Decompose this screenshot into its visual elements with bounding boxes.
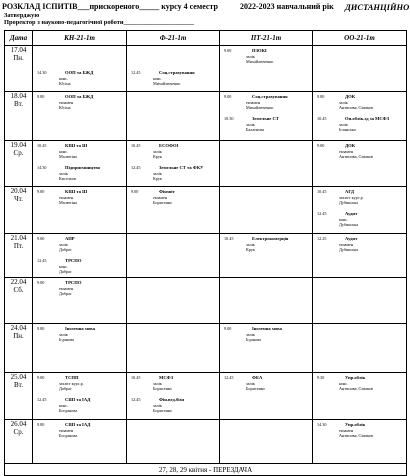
exam-type: конс. — [59, 402, 69, 408]
academic-year: 2022-2023 навчальний рік — [240, 2, 334, 11]
exam-time: 9.00 — [37, 280, 45, 285]
exam-teacher: Ігданова — [59, 337, 75, 343]
exam-time: 9.00 — [37, 326, 45, 331]
exam-entry — [317, 422, 373, 439]
exam-subject: КІШ та Ш — [65, 143, 88, 148]
exam-subject: ТРСПО — [65, 258, 82, 263]
group-cell-kn — [33, 373, 127, 420]
group-cell-pt — [220, 373, 313, 420]
exam-teacher: Борисенко — [153, 386, 172, 392]
exam-subject: ПЗОКІ — [252, 48, 267, 53]
exam-entry — [37, 422, 90, 439]
group-cell-oo — [313, 187, 407, 234]
exam-teacher: Балаєнова — [246, 127, 265, 133]
exam-type: конс. — [153, 75, 163, 81]
exam-time: 12.25 — [317, 236, 327, 241]
exam-subject: СШІ та ІАД — [65, 397, 91, 402]
exam-type: екзамен — [59, 427, 74, 433]
group-cell-f — [127, 92, 220, 141]
column-header-kn: КН-21-1т — [33, 31, 127, 46]
group-cell-kn — [33, 141, 127, 187]
exam-teacher: Малютіна — [59, 154, 77, 160]
exam-type: захист курс.р. — [59, 380, 84, 386]
retake-note: 27, 28, 29 квітня - ПЕРЕЗДАЧА — [5, 464, 407, 476]
exam-teacher: Антипова, Сімаков — [339, 433, 373, 439]
group-cell-pt — [220, 420, 313, 464]
exam-entry — [224, 48, 273, 65]
exam-entry — [317, 143, 373, 160]
exam-teacher: Дубинська — [339, 200, 359, 206]
exam-time: 9.00 — [224, 48, 232, 53]
exam-teacher: Крук — [246, 247, 255, 253]
exam-teacher: Дабрас — [59, 291, 72, 297]
group-cell-f — [127, 278, 220, 324]
exam-time: 9.00 — [317, 143, 325, 148]
group-cell-kn — [33, 46, 127, 92]
exam-entry — [37, 236, 75, 253]
group-cell-pt — [220, 324, 313, 373]
group-cell-f — [127, 324, 220, 373]
exam-entry — [37, 94, 93, 111]
exam-subject: Електрокомерція — [252, 236, 289, 241]
exam-time: 12.45 — [224, 375, 234, 380]
exam-time: 9.00 — [37, 375, 45, 380]
exam-entry — [37, 48, 55, 54]
exam-entry — [317, 116, 389, 133]
group-cell-kn — [33, 324, 127, 373]
day-row — [5, 234, 407, 278]
day-row — [5, 324, 407, 373]
day-row — [5, 187, 407, 234]
exam-type: конс. — [59, 75, 69, 81]
group-cell-oo — [313, 324, 407, 373]
exam-time: 12.45 — [131, 397, 141, 402]
exam-teacher: Ігданова — [246, 337, 262, 343]
exam-teacher: Дабрас — [59, 386, 72, 392]
exam-type: конс. — [59, 263, 69, 269]
exam-entry — [317, 189, 363, 206]
group-cell-kn — [33, 187, 127, 234]
day-cell — [5, 278, 33, 324]
date-label: 24.04 — [10, 324, 27, 332]
exam-time: 10.45 — [37, 143, 47, 148]
exam-entry — [224, 326, 282, 343]
group-cell-kn — [33, 278, 127, 324]
exam-type: залік — [153, 380, 162, 386]
exam-entry — [317, 236, 358, 253]
group-cell-f — [127, 234, 220, 278]
exam-type: залік — [153, 170, 162, 176]
exam-time: 9.00 — [317, 94, 325, 99]
weekday-label: Вт. — [14, 381, 23, 389]
exam-subject: Земельне СТ та ФКУ — [159, 165, 204, 170]
group-cell-pt — [220, 141, 313, 187]
group-cell-f — [127, 373, 220, 420]
exam-subject: ТРСПО — [65, 280, 82, 285]
exam-type: конс. — [339, 380, 349, 386]
exam-time: 14.30 — [37, 165, 47, 170]
group-cell-oo — [313, 373, 407, 420]
exam-subject: МСФЗ — [159, 375, 174, 380]
exam-type: залік — [246, 53, 255, 59]
exam-type: конс. — [339, 216, 349, 222]
exam-subject: ЕСОФОІ — [159, 143, 179, 148]
exam-subject: Соц.страхування — [252, 94, 288, 99]
day-row — [5, 46, 407, 92]
day-cell — [5, 92, 33, 141]
exam-time: 9.00 — [131, 189, 139, 194]
exam-time: 10.45 — [224, 236, 234, 241]
exam-type: залік — [246, 331, 255, 337]
day-row — [5, 278, 407, 324]
exam-entry — [37, 280, 81, 297]
date-label: 19.04 — [10, 141, 27, 149]
group-cell-kn — [33, 234, 127, 278]
exam-subject: ООП та БЖД — [65, 94, 94, 99]
exam-type: залік — [246, 380, 255, 386]
exam-entry — [37, 375, 84, 392]
group-cell-pt — [220, 92, 313, 141]
group-cell-pt — [220, 46, 313, 92]
exam-type: залік — [59, 241, 68, 247]
exam-time: 10.45 — [131, 375, 141, 380]
weekday-label: Пн. — [13, 54, 24, 62]
exam-teacher: Михайлюченко — [246, 59, 274, 65]
day-cell — [5, 234, 33, 278]
exam-entry — [224, 116, 279, 133]
exam-entry — [131, 48, 149, 54]
weekday-label: Вт. — [14, 100, 23, 108]
exam-type: залік — [246, 241, 255, 247]
group-cell-f — [127, 46, 220, 92]
exam-type: екзамен — [59, 99, 74, 105]
group-cell-oo — [313, 92, 407, 141]
exam-teacher: Антипова, Сімаков — [339, 105, 373, 111]
exam-subject: Упр.облік — [345, 375, 366, 380]
exam-teacher: Юсіна — [59, 81, 71, 87]
exam-teacher: Дабрас — [59, 269, 72, 275]
group-cell-f — [127, 187, 220, 234]
exam-teacher: Дабрас — [59, 247, 72, 253]
exam-subject: СШІ та ІАД — [65, 422, 91, 427]
group-cell-oo — [313, 420, 407, 464]
exam-teacher: Малютіна — [59, 200, 77, 206]
exam-teacher: Дубинська — [339, 247, 359, 253]
weekday-label: Сб. — [13, 286, 24, 294]
exam-type: залік — [246, 121, 255, 127]
exam-entry — [317, 94, 373, 111]
day-cell — [5, 373, 33, 420]
day-row — [5, 92, 407, 141]
exam-teacher: Крук — [153, 154, 162, 160]
exam-entry — [37, 70, 93, 87]
exam-entry — [224, 94, 288, 111]
exam-subject: Аудит — [345, 236, 358, 241]
weekday-label: Ср. — [13, 428, 24, 436]
exam-type: залік — [59, 331, 68, 337]
exam-teacher: Борисенко — [246, 386, 265, 392]
exam-type: залік — [153, 148, 162, 154]
exam-subject: ООП та БЖД — [65, 70, 94, 75]
exam-entry — [37, 326, 95, 343]
exam-time: 14.30 — [317, 422, 327, 427]
day-cell — [5, 324, 33, 373]
exam-type: екзамен — [339, 427, 354, 433]
exam-time: 12.45 — [37, 397, 47, 402]
exam-time: 9.00 — [224, 94, 232, 99]
exam-time: 10.45 — [131, 143, 141, 148]
exam-time: 12.45 — [131, 165, 141, 170]
exam-entry — [131, 397, 184, 414]
exam-type: екзамен — [59, 194, 74, 200]
date-label: 21.04 — [10, 234, 27, 242]
exam-entry — [224, 375, 265, 392]
exam-subject: ДОК — [345, 94, 356, 99]
exam-subject: Фінзвіт — [159, 189, 175, 194]
exam-entry — [317, 375, 373, 392]
exam-time: 12.45 — [37, 258, 47, 263]
exam-entry — [37, 143, 87, 160]
exam-teacher: Борисенко — [153, 200, 172, 206]
day-cell — [5, 46, 33, 92]
exam-type: екзамен — [339, 241, 354, 247]
exam-subject: Упр.облік — [345, 422, 366, 427]
exam-type: конс. — [59, 148, 69, 154]
date-label: 17.04 — [10, 46, 27, 54]
exam-time: 9.30 — [317, 375, 325, 380]
group-cell-kn — [33, 92, 127, 141]
column-header-pt: ПТ-21-1т — [220, 31, 313, 46]
exam-type: залік — [339, 99, 348, 105]
exam-time: 12.45 — [317, 211, 327, 216]
weekday-label: Пт. — [13, 242, 24, 250]
exam-subject: ТСПП — [65, 375, 79, 380]
exam-time: 9.00 — [37, 189, 45, 194]
exam-time: 12.45 — [131, 70, 141, 75]
exam-subject: АГД — [345, 189, 354, 194]
exam-time: 9.00 — [37, 94, 45, 99]
group-cell-f — [127, 141, 220, 187]
exam-type: екзамен — [59, 285, 74, 291]
group-cell-oo — [313, 46, 407, 92]
exam-subject: Земельне СТ — [252, 116, 279, 121]
exam-entry — [131, 165, 203, 182]
exam-subject: Підприємництво — [65, 165, 101, 170]
exam-subject: КІШ та Ш — [65, 189, 88, 194]
exam-type: екзамен — [339, 148, 354, 154]
exam-subject: Соц.страхування — [159, 70, 195, 75]
exam-schedule-table — [4, 30, 407, 476]
exam-teacher: Дубинська — [339, 222, 359, 228]
day-row — [5, 373, 407, 420]
date-label: 25.04 — [10, 373, 27, 381]
exam-time: 9.00 — [224, 326, 232, 331]
weekday-label: Пн. — [13, 332, 24, 340]
exam-subject: АПР — [65, 236, 75, 241]
exam-entry — [37, 165, 100, 182]
exam-subject: ДОК — [345, 143, 356, 148]
exam-teacher: Михайлюченко — [153, 81, 181, 87]
exam-time: 10.45 — [317, 189, 327, 194]
exam-teacher: Кисельов — [59, 176, 76, 182]
exam-time: 9.00 — [37, 236, 45, 241]
exam-subject: Іноземна мова — [252, 326, 282, 331]
exam-type: залік — [59, 170, 68, 176]
group-cell-oo — [313, 234, 407, 278]
group-cell-oo — [313, 141, 407, 187]
exam-teacher: Антипова, Сімаков — [339, 154, 373, 160]
exam-teacher: Крук — [153, 176, 162, 182]
exam-teacher: Богданова — [59, 408, 78, 414]
exam-type: захист курс.р — [339, 194, 363, 200]
exam-time: 10.30 — [224, 116, 234, 121]
date-label: 20.04 — [10, 187, 27, 195]
weekday-label: Ср. — [13, 149, 24, 157]
exam-time: 14.30 — [37, 70, 47, 75]
date-label: 26.04 — [10, 420, 27, 428]
exam-subject: Аудит — [345, 211, 358, 216]
exam-entry — [224, 236, 288, 253]
group-cell-pt — [220, 234, 313, 278]
group-cell-kn — [33, 420, 127, 464]
exam-teacher: Михайлюченко — [246, 105, 274, 111]
prorector-line: Проректор з науково-педагогічної роботи______________________ — [4, 19, 194, 26]
exam-subject: ФЕА — [252, 375, 263, 380]
exam-teacher: Антипова, Сімаков — [339, 386, 373, 392]
day-cell — [5, 187, 33, 234]
group-cell-oo — [313, 278, 407, 324]
column-header-f: Ф-21-1т — [127, 31, 220, 46]
exam-teacher: Юсіна — [59, 105, 71, 111]
day-row — [5, 420, 407, 464]
exam-entry — [131, 375, 173, 392]
exam-teacher: Іглянська — [339, 127, 356, 133]
study-mode: ДИСТАНЦІЙНО — [345, 2, 410, 12]
exam-type: екзамен — [246, 99, 261, 105]
exam-entry — [131, 70, 195, 87]
date-label: 18.04 — [10, 92, 27, 100]
day-cell — [5, 420, 33, 464]
day-row — [5, 141, 407, 187]
group-cell-f — [127, 420, 220, 464]
exam-subject: Оп.облік.зд за МСФЗ — [345, 116, 390, 121]
column-header-date: Дата — [5, 31, 33, 46]
exam-time: 9.00 — [37, 422, 45, 427]
exam-subject: Фін.вед.бізн — [159, 397, 185, 402]
exam-entry — [37, 397, 90, 414]
exam-teacher: Борисенко — [153, 408, 172, 414]
exam-subject: Іноземна мова — [65, 326, 95, 331]
header-row — [5, 31, 407, 46]
exam-type: залік — [153, 402, 162, 408]
exam-entry — [37, 258, 81, 275]
approval-label: Затверджую — [4, 12, 40, 19]
day-cell — [5, 141, 33, 187]
group-cell-pt — [220, 278, 313, 324]
group-cell-pt — [220, 187, 313, 234]
exam-teacher: Богданова — [59, 433, 78, 439]
exam-entry — [131, 189, 175, 206]
date-label: 22.04 — [10, 278, 27, 286]
exam-type: залік — [339, 121, 348, 127]
exam-entry — [131, 143, 178, 160]
exam-time: 10.45 — [317, 116, 327, 121]
schedule-title: РОЗКЛАД ІСПИТІВ___прискореного_____ курсу 4 семестр — [2, 2, 218, 11]
weekday-label: Чт. — [14, 195, 23, 203]
exam-entry — [37, 189, 87, 206]
exam-type: екзамен — [153, 194, 168, 200]
exam-entry — [317, 211, 358, 228]
column-header-oo: ОО-21-1т — [313, 31, 407, 46]
